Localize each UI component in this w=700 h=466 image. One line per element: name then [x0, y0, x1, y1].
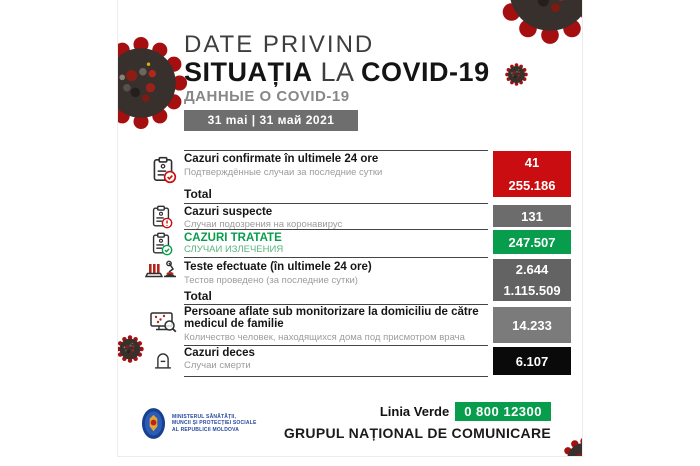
stat-total-value: 255.186 — [508, 178, 556, 193]
title-line1: DATE PRIVIND — [184, 31, 375, 58]
stat-value-box-monitoring — [493, 307, 571, 343]
stat-value-box-confirmed — [493, 151, 571, 197]
stat-value: 41 — [524, 155, 540, 170]
subtitle-russian: ДАННЫЕ О COVID-19 — [184, 88, 350, 105]
covid-infographic-poster — [117, 0, 583, 457]
stat-value: 247.507 — [508, 234, 556, 250]
title-la: LA — [312, 57, 362, 87]
stat-title: Cazuri deces — [184, 347, 255, 359]
lab-tests-icon — [145, 259, 181, 289]
coronavirus-illustration-top-right — [495, 0, 583, 45]
stat-row-suspected — [148, 203, 571, 229]
ministry-name-line1: MINISTERUL SĂNĂTĂȚII, — [172, 413, 237, 420]
ministry-name-line3: AL REPUBLICII MOLDOVA — [172, 426, 240, 433]
stat-title: Teste efectuate (în ultimele 24 ore) — [184, 261, 372, 273]
stat-value: 2.644 — [515, 262, 549, 277]
stat-title: CAZURI TRATATE — [184, 232, 282, 244]
stat-subtitle-ru: Случаи подозрения на коронавирус — [184, 219, 343, 230]
stat-row-treated — [148, 229, 571, 257]
stat-total-label: Total — [184, 187, 212, 201]
stat-total-value: 1.115.509 — [503, 283, 561, 298]
coronavirus-illustration-bottom-right — [561, 437, 583, 457]
stat-title: Persoane aflate sub monitorizare la domiciliu de către medicul de familie — [184, 306, 479, 330]
stat-subtitle-ru: Количество человек, находящихся дома под присмотром врача — [184, 332, 465, 343]
ministry-name-line2: MUNCII ȘI PROTECȚIEI SOCIALE — [172, 420, 257, 427]
stat-total-label: Total — [184, 289, 212, 303]
stat-title: Cazuri confirmate în ultimele 24 ore — [184, 153, 379, 165]
ministry-name — [172, 414, 257, 434]
stat-value-box-tests — [493, 259, 571, 301]
clipboard-check-green-icon — [148, 231, 174, 257]
stat-row-deaths — [148, 345, 571, 376]
stat-value-box-suspected — [493, 205, 571, 227]
stat-value-box-deaths — [493, 347, 571, 375]
communication-footer — [284, 402, 551, 441]
divider — [184, 376, 488, 377]
clipboard-check-red-icon — [148, 155, 178, 185]
stat-value: 131 — [521, 208, 543, 224]
hotline-label: Linia Verde — [379, 404, 450, 419]
stat-row-monitoring — [148, 304, 571, 345]
coronavirus-illustration-bottom-left — [117, 335, 144, 363]
stat-subtitle-ru: Подтверждённые случаи за последние сутки — [184, 167, 383, 178]
ministry-logo — [141, 407, 257, 440]
stat-subtitle-ru: Тестов проведено (за последние сутки) — [184, 275, 358, 286]
national-communication-group: GRUPUL NAȚIONAL DE COMUNICARE — [283, 425, 551, 441]
date-badge: 31 mai | 31 май 2021 — [184, 110, 358, 131]
coronavirus-illustration-small-right — [505, 63, 528, 86]
hotline-number: 0 800 12300 — [455, 402, 551, 421]
stat-value-box-treated — [493, 230, 571, 254]
stat-row-confirmed — [148, 150, 571, 203]
hotline-row — [284, 402, 551, 421]
home-monitoring-icon — [148, 309, 178, 337]
stat-subtitle-ru: СЛУЧАИ ИЗЛЕЧЕНИЯ — [184, 244, 284, 255]
title-covid19: COVID-19 — [361, 57, 490, 87]
stat-value: 14.233 — [512, 317, 552, 333]
clipboard-alert-icon — [148, 204, 174, 230]
stat-row-tests — [148, 257, 571, 304]
tombstone-icon — [150, 347, 176, 373]
moldova-ministry-emblem-icon — [141, 407, 166, 440]
title-situatia: SITUAȚIA — [184, 57, 313, 87]
title-line2 — [184, 57, 490, 88]
stat-subtitle-ru: Случаи смерти — [184, 360, 251, 371]
stat-value: 6.107 — [515, 353, 549, 369]
stat-title: Cazuri suspecte — [184, 206, 273, 218]
coronavirus-illustration-top-left — [117, 36, 188, 130]
